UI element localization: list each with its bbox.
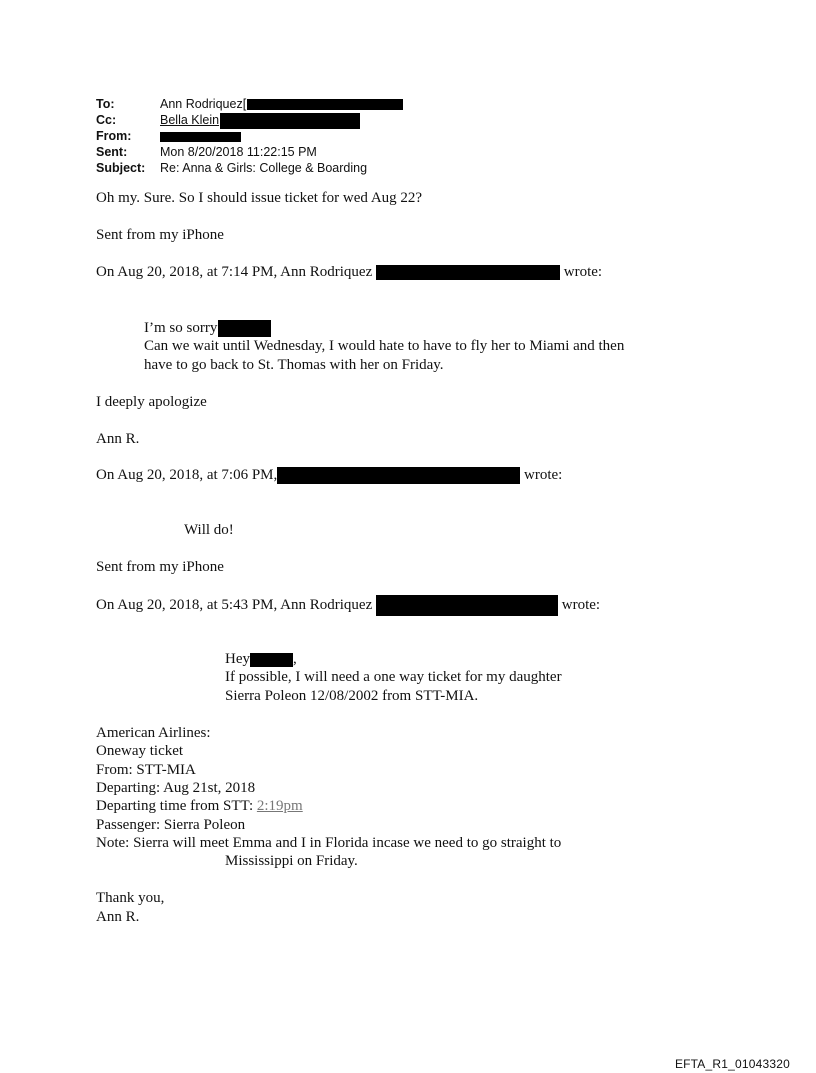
body-text: I deeply apologize	[96, 394, 207, 410]
sent-value: Mon 8/20/2018 11:22:15 PM	[160, 145, 317, 159]
body-text: Passenger: Sierra Poleon	[96, 817, 246, 833]
body-text: Oneway ticket	[96, 743, 184, 759]
cc-label: Cc:	[96, 113, 117, 127]
signature: Sent from my iPhone	[96, 227, 224, 243]
body-text: Note: Sierra will meet Emma and I in Florida incase we need to go straight to	[96, 835, 562, 851]
body-text: Ann R.	[96, 909, 140, 925]
body-text: American Airlines:	[96, 725, 211, 741]
body-text: Mississippi on Friday.	[225, 853, 358, 869]
subject-label: Subject:	[96, 161, 146, 175]
sent-label: Sent:	[96, 145, 128, 159]
quote-header: On Aug 20, 2018, at 7:14 PM, Ann Rodriquez wrote:	[96, 264, 603, 280]
signature: Sent from my iPhone	[96, 559, 224, 575]
body-text: Departing time from STT: 2:19pm	[96, 798, 303, 814]
quoted-text: Hey ,	[225, 651, 297, 667]
redaction-box	[376, 595, 558, 616]
quote-header: On Aug 20, 2018, at 5:43 PM, Ann Rodriquez wrote:	[96, 595, 600, 616]
subject-value: Re: Anna & Girls: College & Boarding	[160, 161, 368, 175]
quote-header: On Aug 20, 2018, at 7:06 PM, wrote:	[96, 467, 563, 483]
redaction-box	[376, 265, 560, 280]
departing-time-link[interactable]: 2:19pm	[256, 798, 303, 814]
body-text: Thank you,	[96, 890, 165, 906]
redaction-box	[277, 467, 520, 484]
from-label: From:	[96, 129, 132, 143]
redaction-box	[160, 132, 241, 142]
body-text: Departing: Aug 21st, 2018	[96, 780, 256, 796]
cc-value: Bella Klein	[160, 112, 360, 129]
body-text: Ann R.	[96, 431, 140, 447]
quoted-text: have to go back to St. Thomas with her on Friday.	[144, 357, 444, 373]
body-text: From: STT-MIA	[96, 762, 196, 778]
redaction-box	[250, 653, 293, 667]
redaction-box	[220, 113, 360, 129]
quoted-text: If possible, I will need a one way ticket for my daughter	[225, 669, 562, 685]
quoted-text: Will do!	[184, 522, 234, 538]
quoted-text: Sierra Poleon 12/08/2002 from STT-MIA.	[225, 688, 479, 704]
redaction-box	[247, 99, 403, 110]
document-id: EFTA_R1_01043320	[674, 1057, 790, 1071]
quoted-text: I’m so sorry	[144, 319, 271, 338]
from-value	[160, 128, 241, 144]
redaction-box	[218, 320, 271, 337]
quoted-text: Can we wait until Wednesday, I would hate to have to fly her to Miami and then	[144, 338, 625, 354]
to-label: To:	[96, 97, 115, 111]
to-value: Ann Rodriquez[	[160, 96, 403, 112]
reply-text: Oh my. Sure. So I should issue ticket for wed Aug 22?	[96, 190, 423, 206]
